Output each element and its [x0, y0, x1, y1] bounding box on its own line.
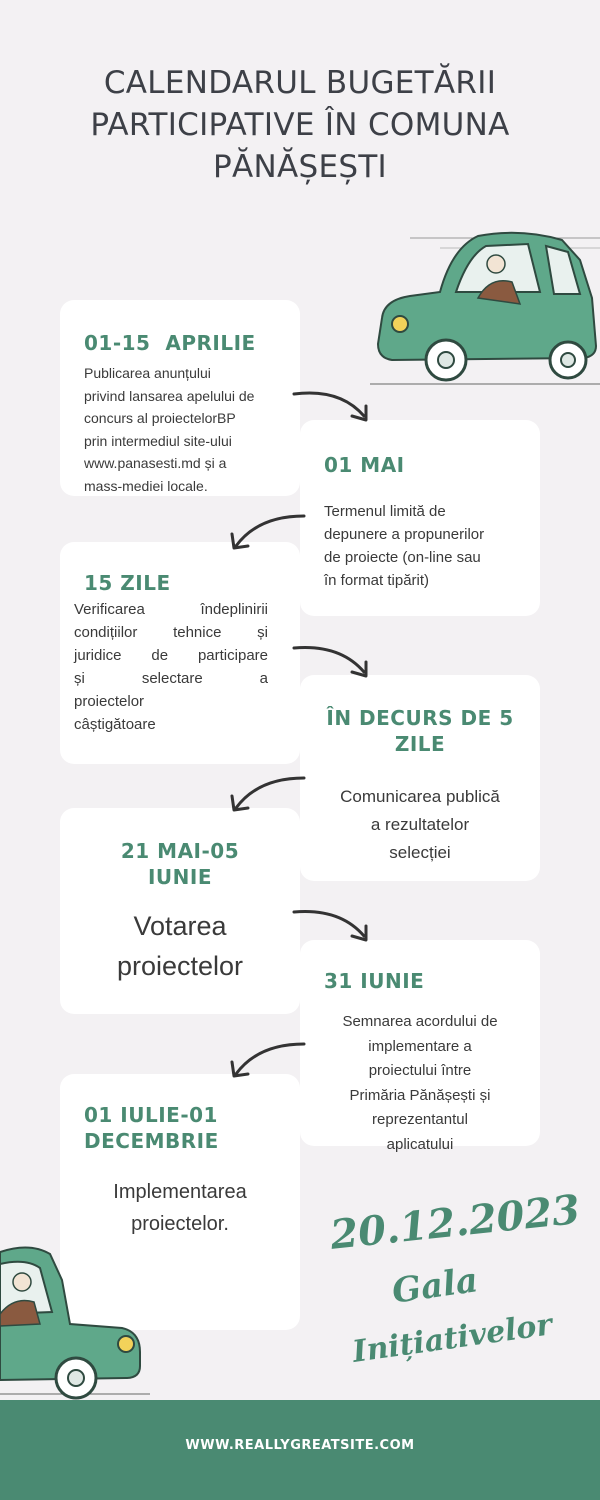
title-line-2: PARTICIPATIVE ÎN COMUNA	[90, 107, 510, 143]
step-4-line: Comunicarea publică	[340, 787, 500, 806]
arrow-icon	[290, 906, 380, 948]
step-6-line: aplicatului	[386, 1135, 454, 1153]
footer-url-link[interactable]: WWW.REALLYGREATSITE.COM	[185, 1438, 415, 1453]
step-2-line: depunere a propunerilor	[324, 526, 485, 543]
step-3-text	[74, 598, 268, 736]
title-line-1: CALENDARUL BUGETĂRII	[103, 65, 497, 101]
step-7-text	[60, 1176, 300, 1240]
step-3-line: juridice de participare	[74, 647, 268, 664]
step-5-text	[60, 906, 300, 986]
gala-date: 20.12.2023	[328, 1185, 583, 1259]
footer-bar	[0, 1400, 600, 1500]
step-5-heading-line: IUNIE	[147, 865, 213, 889]
step-6-line: proiectului între	[368, 1062, 472, 1079]
title-line-3: PĂNĂȘEȘTI	[212, 149, 388, 185]
step-5-line: proiectelor	[116, 951, 244, 981]
step-6-heading: 31 IUNIE	[324, 969, 425, 993]
step-3-line: Verificarea îndeplinirii	[74, 601, 268, 618]
page-title	[40, 62, 560, 188]
step-6-line: implementare a	[368, 1037, 472, 1055]
step-4-line: selecției	[389, 843, 451, 862]
gala-word-2: Inițiativelor	[350, 1307, 555, 1370]
car-illustration-bottom	[0, 1240, 150, 1400]
step-2-heading: 01 MAI	[324, 453, 405, 477]
arrow-icon	[226, 774, 316, 818]
step-1-line: www.panasesti.md și a	[84, 455, 227, 471]
arrow-icon	[226, 1040, 316, 1084]
step-4-heading	[300, 705, 540, 757]
step-5-line: Votarea	[133, 911, 227, 941]
step-1-line: prin intermediul site-ului	[84, 432, 232, 449]
step-1-line: privind lansarea apelului de	[84, 387, 255, 404]
step-card-3	[60, 542, 300, 764]
step-6-text	[300, 1010, 540, 1157]
step-1-line: Publicarea anunțului	[84, 365, 211, 381]
step-4-heading-line: ZILE	[394, 732, 446, 756]
step-card-6	[300, 940, 540, 1153]
step-4-text	[300, 783, 540, 867]
step-2-text	[324, 500, 540, 592]
step-7-heading-line: DECEMBRIE	[84, 1129, 219, 1153]
gala-word-1: Gala	[389, 1260, 481, 1312]
step-7-line: Implementarea	[113, 1181, 247, 1203]
car-illustration-top	[370, 220, 600, 390]
step-1-line: mass-mediei locale.	[84, 477, 208, 494]
step-7-heading-line: 01 IULIE-01	[84, 1103, 218, 1127]
step-card-1	[60, 300, 300, 496]
step-7-line: proiectelor.	[131, 1213, 229, 1235]
step-2-line: în format tipărit)	[324, 572, 430, 589]
step-4-heading-line: ÎN DECURS DE 5	[326, 706, 514, 730]
step-1-text	[84, 362, 300, 497]
step-3-line: condițiilor tehnice și	[74, 624, 268, 641]
step-3-line: și selectare a	[74, 670, 268, 687]
step-card-4	[300, 675, 540, 881]
step-1-heading: 01-15 APRILIE	[84, 331, 256, 355]
step-3-line: proiectelor	[74, 693, 145, 710]
step-3-line: câștigătoare	[74, 716, 156, 733]
step-2-line: Termenul limită de	[324, 503, 446, 520]
arrow-icon	[290, 642, 380, 684]
step-card-5	[60, 808, 300, 1014]
arrow-icon	[290, 388, 380, 428]
step-7-heading	[60, 1102, 300, 1154]
step-3-heading: 15 ZILE	[84, 571, 171, 595]
step-2-line: de proiecte (on-line sau	[324, 549, 481, 566]
arrow-icon	[226, 512, 316, 556]
step-5-heading-line: 21 MAI-05	[120, 839, 240, 863]
step-1-line: concurs al proiectelorBP	[84, 410, 236, 426]
step-card-2	[300, 420, 540, 616]
step-6-line: reprezentantul	[372, 1111, 468, 1128]
step-6-line: Semnarea acordului de	[342, 1013, 498, 1030]
step-4-line: a rezultatelor	[370, 815, 470, 834]
step-5-heading	[60, 838, 300, 890]
step-6-line: Primăria Pănășești și	[349, 1086, 491, 1104]
